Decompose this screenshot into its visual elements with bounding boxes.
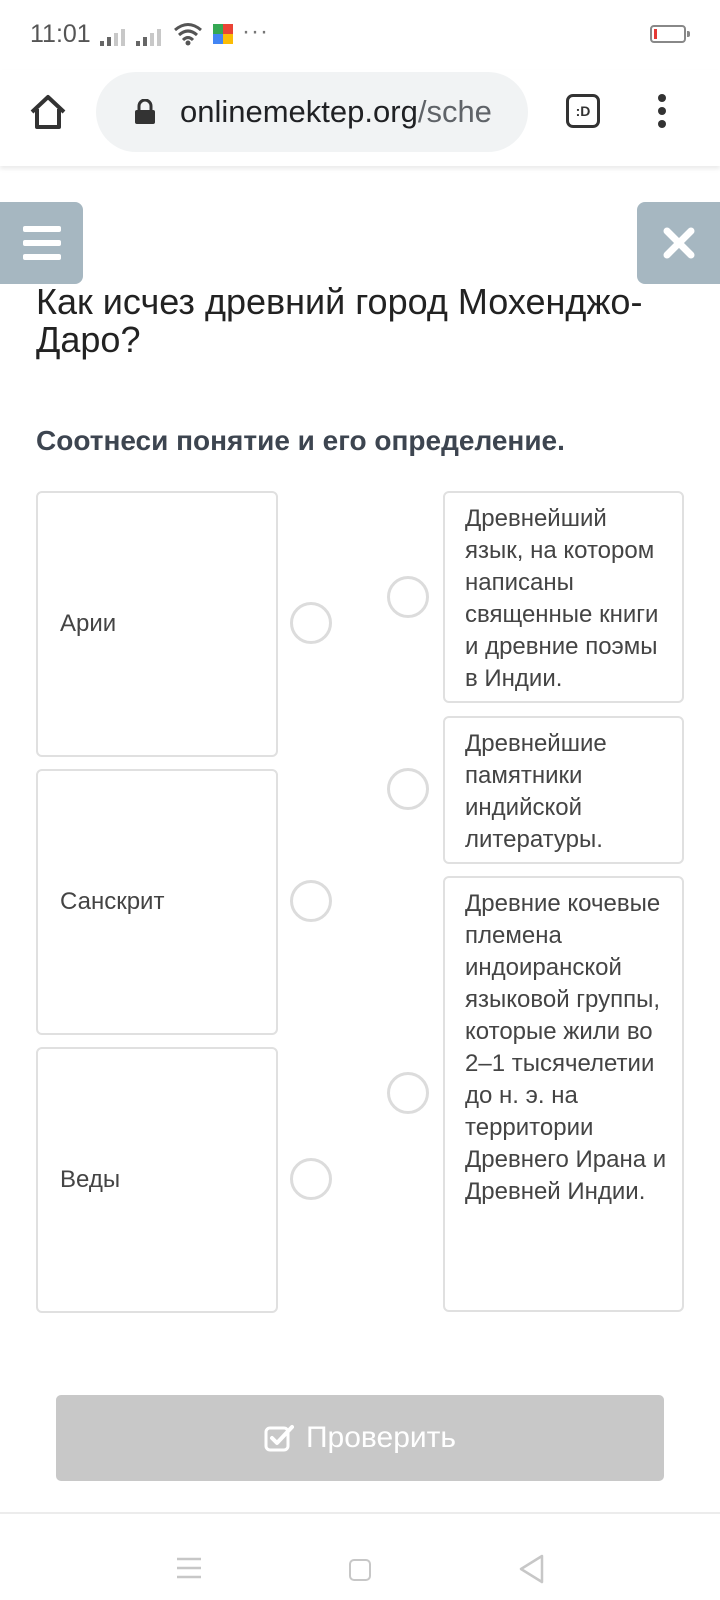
app-notification-icon: [212, 23, 234, 45]
task-instruction: Соотнеси понятие и его определение.: [36, 425, 565, 456]
checkbox-icon: [264, 1423, 294, 1453]
definition-text: Древнейший язык, на котором написаны священные книги и древние поэмы в Индии.: [465, 505, 659, 692]
nav-home-icon[interactable]: [349, 1559, 371, 1581]
lock-icon: [134, 99, 156, 125]
term-card[interactable]: [36, 1047, 278, 1313]
nav-back-icon[interactable]: [518, 1554, 544, 1584]
check-button-label: Проверить: [305, 1421, 457, 1454]
term-label: Арии: [60, 610, 117, 637]
definition-card[interactable]: [443, 491, 684, 703]
tab-switcher-button[interactable]: :D: [566, 94, 600, 128]
definition-connector-radio[interactable]: [387, 1072, 429, 1114]
url-domain: onlinemektep.org: [180, 94, 418, 129]
check-button[interactable]: [56, 1395, 664, 1481]
term-label: Санскрит: [60, 888, 165, 915]
definition-card[interactable]: [443, 876, 684, 1312]
signal-icon: [100, 26, 125, 46]
term-label: Веды: [60, 1166, 121, 1193]
status-time: 11:01: [30, 20, 91, 48]
term-card[interactable]: [36, 769, 278, 1035]
definition-connector-radio[interactable]: [387, 768, 429, 810]
term-card[interactable]: [36, 491, 278, 757]
browser-menu-icon[interactable]: [652, 90, 672, 138]
battery-icon: [650, 25, 686, 43]
menu-button[interactable]: [0, 202, 83, 284]
close-button[interactable]: [637, 202, 720, 284]
browser-toolbar: [0, 70, 720, 166]
system-nav-bar: [0, 1514, 720, 1600]
signal-2-icon: [136, 26, 161, 46]
page-title: Как исчез древний город Мохенджо-Даро?: [36, 281, 643, 360]
home-icon[interactable]: [28, 92, 68, 132]
definition-text: Древние кочевые племена индоиранской языковой группы, которые жили во 2–1 тысячелетии до н. э. на территории Древнего Ирана и Древней Индии.: [465, 890, 667, 1205]
term-connector-radio[interactable]: [290, 1158, 332, 1200]
close-icon: [662, 226, 696, 260]
term-connector-radio[interactable]: [290, 880, 332, 922]
recent-apps-icon[interactable]: [176, 1557, 202, 1579]
url-path: /sche: [417, 94, 492, 129]
term-connector-radio[interactable]: [290, 602, 332, 644]
wifi-icon: [173, 22, 203, 46]
url-text: [180, 94, 492, 130]
definition-connector-radio[interactable]: [387, 576, 429, 618]
definition-card[interactable]: [443, 716, 684, 864]
more-notifications-icon: ···: [242, 18, 269, 45]
status-bar: [0, 0, 720, 70]
address-bar[interactable]: [96, 72, 528, 152]
definition-text: Древнейшие памятники индийской литературы.: [465, 730, 607, 853]
